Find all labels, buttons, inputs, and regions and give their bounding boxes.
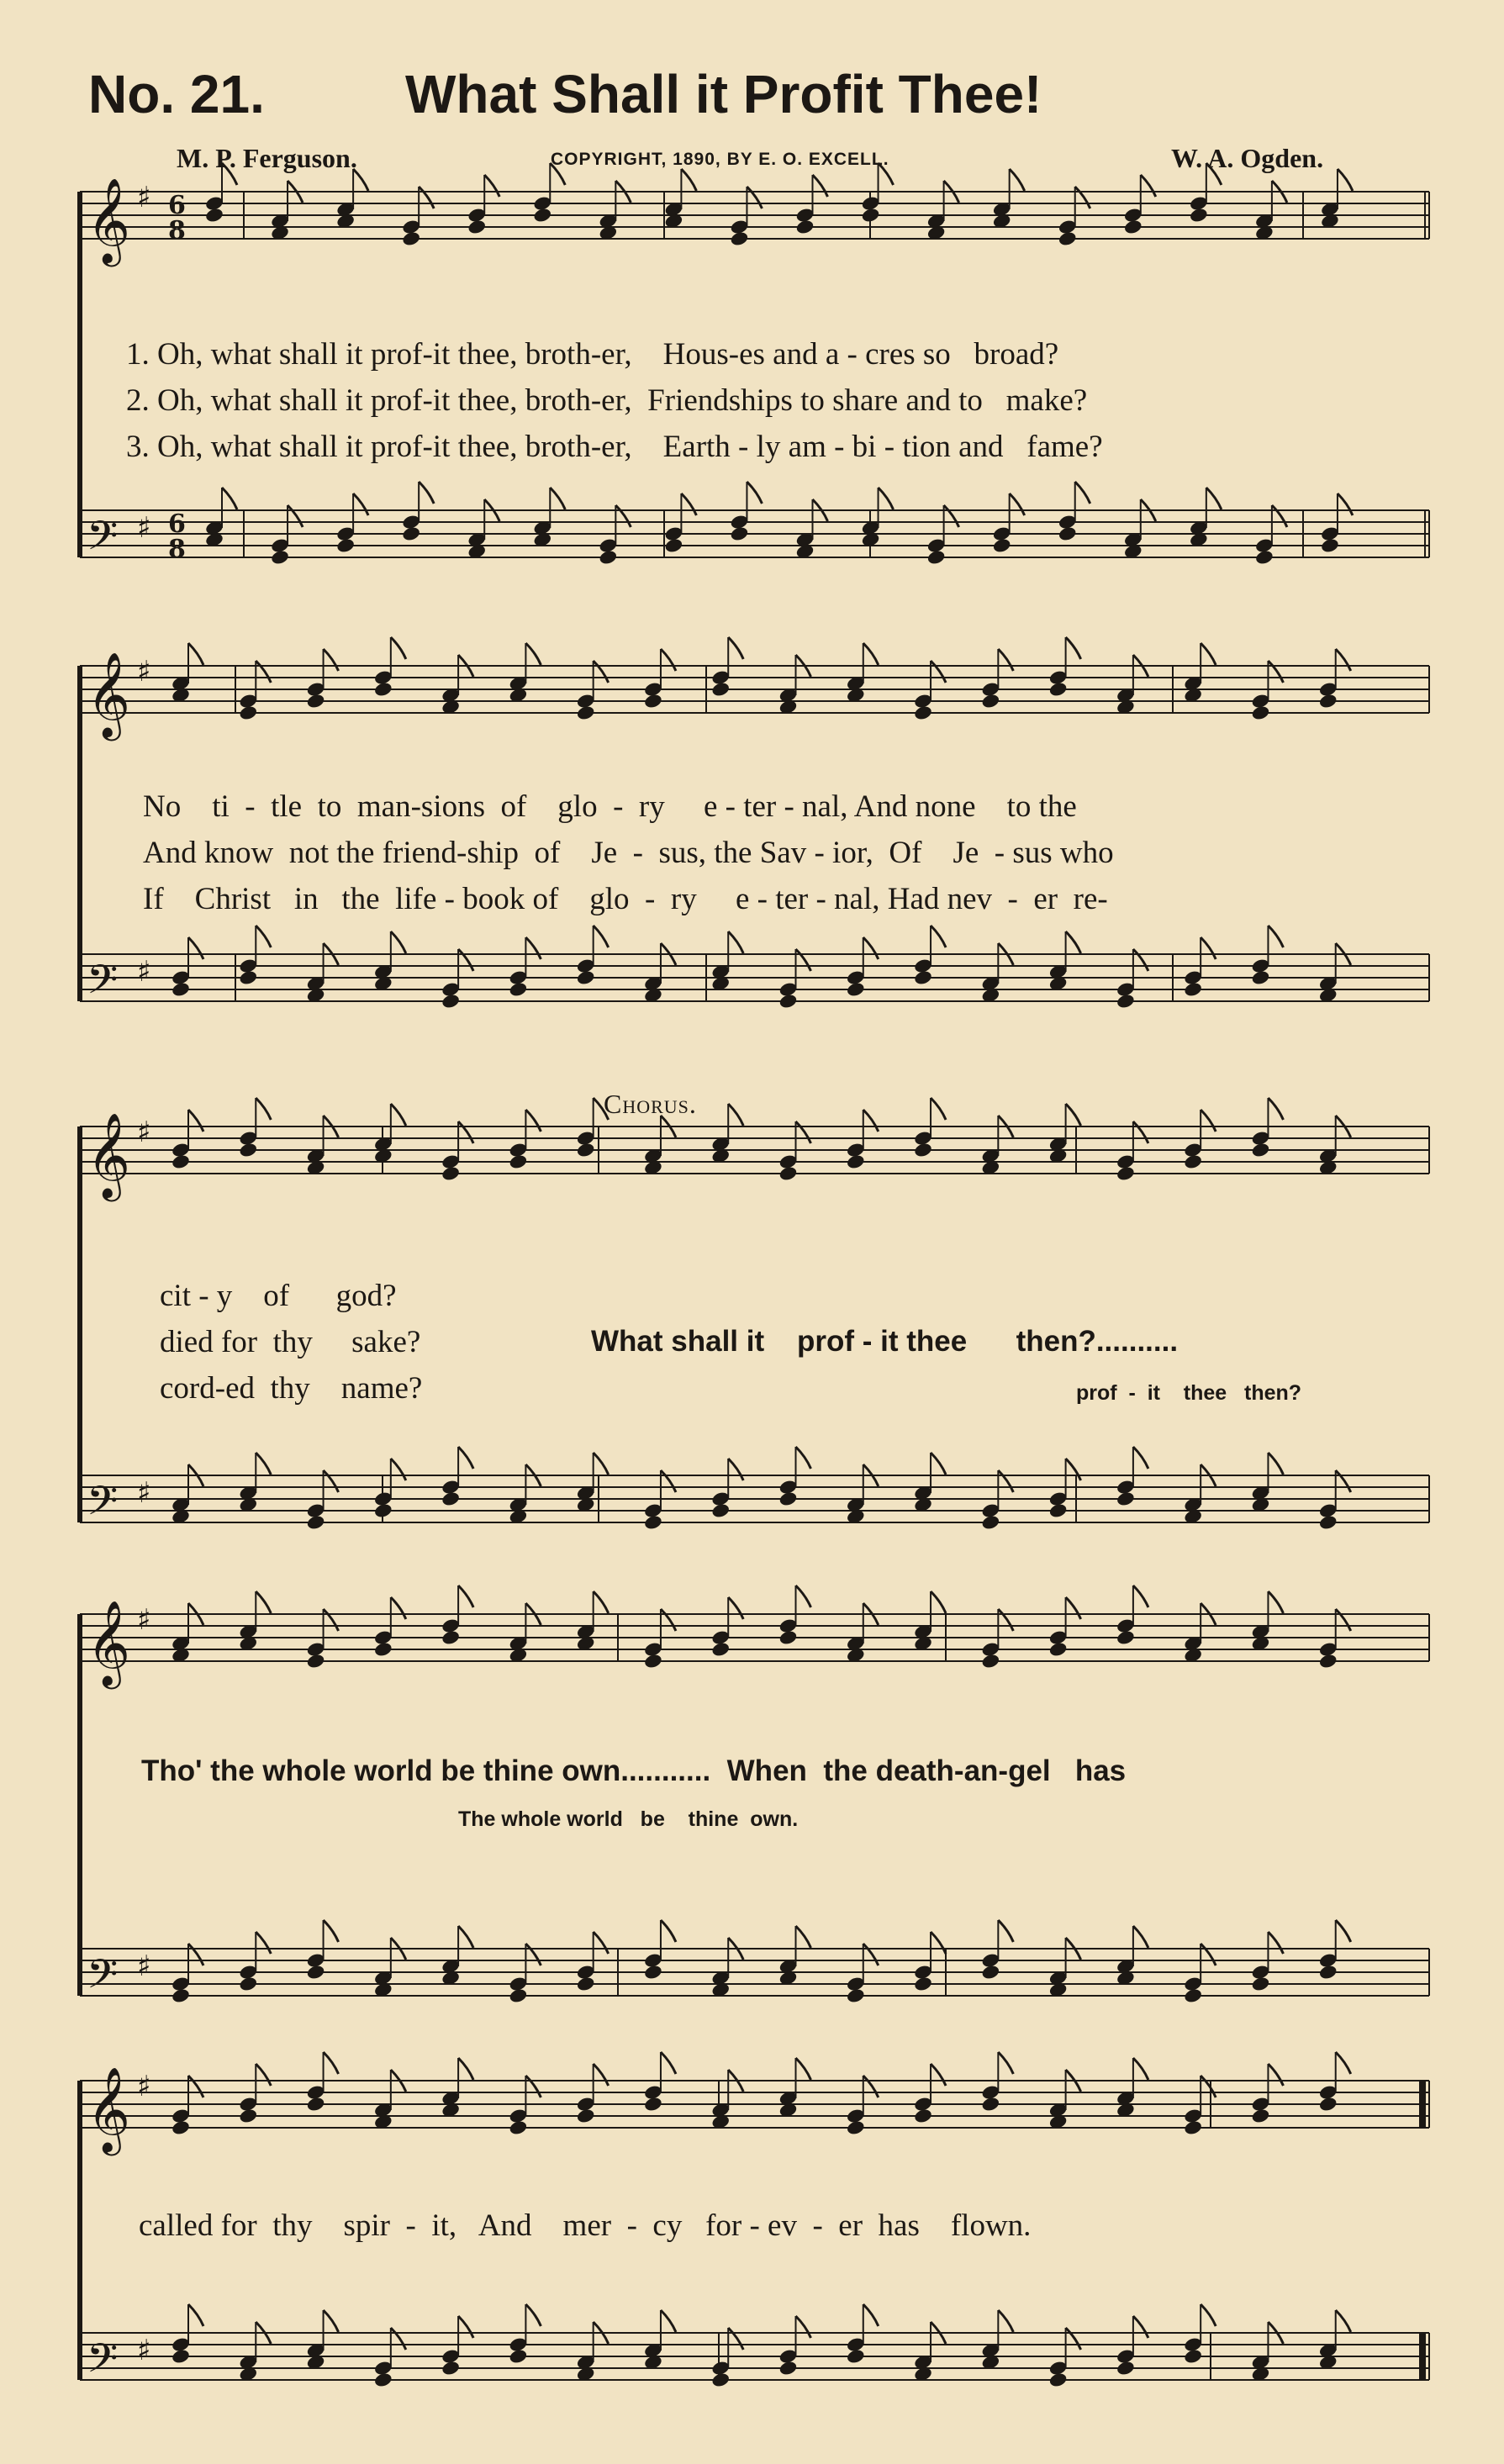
notehead: [1320, 537, 1340, 554]
notehead: [509, 2348, 529, 2365]
note-flag: [188, 937, 203, 959]
note-flag: [1075, 482, 1090, 504]
treble-clef-icon: 𝄞: [87, 2066, 131, 2152]
notehead: [1318, 1514, 1338, 1531]
notehead: [1116, 993, 1136, 1010]
notehead: [643, 1964, 663, 1981]
note-flag: [796, 2058, 811, 2080]
notehead: [1048, 1502, 1069, 1519]
notehead: [306, 2096, 326, 2113]
treble-clef-icon: 𝄞: [87, 651, 131, 737]
sharp-icon: ♯: [137, 1603, 151, 1637]
note-flag: [222, 163, 237, 185]
note-flag: [1201, 643, 1216, 665]
notehead: [1116, 2360, 1136, 2377]
note-flag: [1268, 661, 1283, 683]
note-flag: [256, 1591, 271, 1613]
note-flag: [1206, 488, 1222, 509]
notehead: [643, 1514, 663, 1531]
note-flag: [863, 643, 879, 665]
verse3-line3: cord-ed thy name?: [160, 1371, 423, 1406]
sharp-icon: ♯: [137, 2070, 151, 2103]
note-flag: [728, 637, 743, 659]
note-flag: [256, 926, 271, 947]
notehead: [238, 2108, 258, 2124]
sharp-icon: ♯: [137, 2334, 151, 2367]
note-flag: [1336, 1920, 1351, 1942]
time-signature: 6: [168, 191, 186, 220]
notehead: [532, 207, 552, 224]
sharp-icon: ♯: [137, 181, 151, 214]
note-flag: [458, 1121, 473, 1143]
note-flag: [1133, 1121, 1148, 1143]
notehead: [981, 1964, 1001, 1981]
note-flag: [931, 1591, 946, 1613]
notehead: [171, 2348, 191, 2365]
notehead: [401, 525, 421, 542]
notehead: [373, 1502, 393, 1519]
note-flag: [879, 488, 894, 509]
note-flag: [863, 2304, 879, 2326]
note-flag: [458, 2058, 473, 2080]
time-signature: 6: [168, 509, 186, 539]
note-flag: [1133, 1926, 1148, 1948]
note-flag: [931, 661, 946, 683]
note-flag: [419, 187, 434, 208]
notehead: [306, 1964, 326, 1981]
note-flag: [1201, 1944, 1216, 1965]
note-flag: [615, 505, 631, 527]
notehead: [913, 704, 933, 721]
notehead: [1058, 230, 1078, 247]
notehead: [1048, 1641, 1069, 1658]
note-flag: [1133, 2316, 1148, 2338]
note-flag: [728, 931, 743, 953]
verse2-line1: 2. Oh, what shall it prof-it thee, broth-er, Friendships to share and to make?: [126, 383, 1088, 418]
notehead: [441, 1491, 461, 1507]
note-flag: [998, 1470, 1013, 1492]
note-flag: [1201, 1110, 1216, 1132]
note-flag: [863, 2076, 879, 2097]
notehead: [509, 1153, 529, 1170]
note-flag: [998, 1609, 1013, 1631]
note-flag: [594, 1591, 609, 1613]
note-flag: [998, 1920, 1013, 1942]
note-flag: [1010, 493, 1025, 515]
note-flag: [594, 661, 609, 683]
verse1-line3: cit - y of god?: [160, 1279, 397, 1313]
chorus-line1: What shall it prof - it thee then?..........: [591, 1325, 1179, 1358]
chorus-line3: called for thy spir - it, And mer - cy for - ev - er has flown.: [139, 2208, 1032, 2243]
notehead: [171, 2119, 191, 2136]
note-flag: [1338, 169, 1353, 191]
note-flag: [1268, 1098, 1283, 1120]
note-flag: [661, 2310, 676, 2332]
notehead: [1183, 1987, 1203, 2004]
note-flag: [594, 926, 609, 947]
note-flag: [796, 949, 811, 971]
sharp-icon: ♯: [137, 955, 151, 989]
note-flag: [681, 493, 696, 515]
note-flag: [222, 488, 237, 509]
notehead: [509, 981, 529, 998]
notehead: [373, 1641, 393, 1658]
notehead: [467, 219, 487, 235]
note-flag: [1201, 2076, 1216, 2097]
note-flag: [324, 2310, 339, 2332]
notehead: [441, 1629, 461, 1646]
notehead: [981, 1514, 1001, 1531]
notehead: [710, 2372, 731, 2388]
note-flag: [661, 2052, 676, 2074]
notehead: [238, 1142, 258, 1158]
note-flag: [594, 1932, 609, 1954]
sharp-icon: ♯: [137, 655, 151, 689]
notehead: [373, 681, 393, 698]
notehead: [1254, 549, 1274, 566]
notehead: [643, 693, 663, 710]
note-flag: [256, 1932, 271, 1954]
notehead: [509, 2119, 529, 2136]
note-flag: [458, 1926, 473, 1948]
notehead: [730, 230, 750, 247]
note-flag: [1272, 505, 1287, 527]
bass-clef-icon: 𝄢: [87, 1477, 119, 1534]
notehead: [1251, 1142, 1271, 1158]
notehead: [710, 1641, 731, 1658]
notehead: [576, 2108, 596, 2124]
note-flag: [324, 2052, 339, 2074]
note-flag: [391, 637, 406, 659]
note-flag: [998, 649, 1013, 671]
note-flag: [256, 661, 271, 683]
notehead: [171, 1153, 191, 1170]
note-flag: [1336, 649, 1351, 671]
notehead: [576, 1142, 596, 1158]
notehead: [1116, 1491, 1136, 1507]
sharp-icon: ♯: [137, 1476, 151, 1510]
note-flag: [1010, 169, 1025, 191]
note-flag: [796, 2316, 811, 2338]
chorus-line2: Tho' the whole world be thine own........... When the death-an-gel has: [141, 1754, 1127, 1787]
lyricist-credit: M. P. Ferguson.: [177, 143, 357, 173]
bass-clef-icon: 𝄢: [87, 512, 119, 569]
notehead: [926, 549, 947, 566]
verse2-line3: died for thy sake?: [160, 1325, 421, 1359]
verse2-line2: And know not the friend-ship of Je - sus, the Sav - ior, Of Je - sus who: [143, 836, 1114, 870]
notehead: [846, 1153, 866, 1170]
notehead: [643, 1653, 663, 1670]
note-flag: [188, 643, 203, 665]
notehead: [643, 2096, 663, 2113]
note-flag: [661, 649, 676, 671]
note-flag: [1338, 493, 1353, 515]
note-flag: [419, 482, 434, 504]
note-flag: [1133, 2058, 1148, 2080]
note-flag: [391, 1104, 406, 1126]
notehead: [576, 969, 596, 986]
note-flag: [324, 1609, 339, 1631]
bass-clef-icon: 𝄢: [87, 1950, 119, 2008]
note-flag: [728, 1459, 743, 1480]
note-flag: [813, 175, 828, 197]
notehead: [846, 2348, 866, 2365]
note-flag: [391, 1459, 406, 1480]
notehead: [1183, 2119, 1203, 2136]
notehead: [171, 981, 191, 998]
note-flag: [324, 1920, 339, 1942]
notehead: [1183, 1153, 1203, 1170]
note-flag: [1133, 949, 1148, 971]
notehead: [913, 1976, 933, 1992]
notehead: [1251, 1976, 1271, 1992]
note-flag: [998, 2052, 1013, 2074]
copyright-notice: COPYRIGHT, 1890, BY E. O. EXCELL.: [551, 150, 889, 169]
notehead: [373, 2372, 393, 2388]
note-flag: [188, 1110, 203, 1132]
notehead: [306, 693, 326, 710]
note-flag: [863, 1110, 879, 1132]
note-flag: [391, 2328, 406, 2350]
notehead: [1116, 1165, 1136, 1182]
note-flag: [256, 2064, 271, 2086]
notehead: [778, 993, 799, 1010]
note-flag: [661, 1470, 676, 1492]
notehead: [913, 1142, 933, 1158]
notehead: [238, 969, 258, 986]
note-flag: [550, 163, 565, 185]
verse3-line2: If Christ in the life - book of glo - ry e - ter - nal, Had nev - er re-: [143, 882, 1108, 916]
note-flag: [931, 1932, 946, 1954]
notehead: [913, 2108, 933, 2124]
note-flag: [353, 493, 368, 515]
notehead: [846, 2119, 866, 2136]
chorus-label: Chorus.: [604, 1089, 697, 1119]
note-flag: [728, 1597, 743, 1619]
notehead: [1116, 1629, 1136, 1646]
note-flag: [1201, 937, 1216, 959]
note-flag: [1066, 2328, 1081, 2350]
notehead: [1183, 2348, 1203, 2365]
note-flag: [525, 937, 541, 959]
sharp-icon: ♯: [137, 1950, 151, 1983]
notehead: [913, 969, 933, 986]
chorus-line1-echo: prof - it thee then?: [1076, 1381, 1302, 1405]
note-flag: [879, 163, 894, 185]
note-flag: [324, 1470, 339, 1492]
notehead: [778, 1165, 799, 1182]
note-flag: [1066, 1597, 1081, 1619]
notehead: [599, 549, 619, 566]
note-flag: [728, 2328, 743, 2350]
notehead: [1251, 704, 1271, 721]
treble-clef-icon: 𝄞: [87, 1599, 131, 1686]
note-flag: [1133, 1447, 1148, 1469]
notehead: [778, 1629, 799, 1646]
notehead: [171, 1987, 191, 2004]
note-flag: [458, 1447, 473, 1469]
bass-clef-icon: 𝄢: [87, 956, 119, 1013]
note-flag: [931, 1098, 946, 1120]
note-flag: [525, 2304, 541, 2326]
notehead: [846, 981, 866, 998]
note-flag: [188, 2076, 203, 2097]
note-flag: [458, 2316, 473, 2338]
note-flag: [796, 1926, 811, 1948]
verse1-line1: 1. Oh, what shall it prof-it thee, broth-er, Hous-es and a - cres so broad?: [126, 337, 1059, 372]
notehead: [576, 704, 596, 721]
note-flag: [931, 2064, 946, 2086]
verse1-line2: No ti - tle to man-sions of glo - ry e - ter - nal, And none to the: [143, 789, 1077, 824]
note-flag: [288, 505, 303, 527]
notehead: [1318, 693, 1338, 710]
note-flag: [863, 1944, 879, 1965]
note-flag: [324, 649, 339, 671]
note-flag: [188, 2304, 203, 2326]
time-signature: 8: [168, 535, 186, 564]
note-flag: [1268, 1932, 1283, 1954]
notehead: [441, 1165, 461, 1182]
notehead: [238, 1976, 258, 1992]
note-flag: [550, 488, 565, 509]
notehead: [1048, 2372, 1069, 2388]
note-flag: [1268, 926, 1283, 947]
note-flag: [1066, 1459, 1081, 1480]
notehead: [1318, 2096, 1338, 2113]
note-flag: [1268, 1453, 1283, 1475]
note-flag: [594, 2064, 609, 2086]
notehead: [710, 681, 731, 698]
notehead: [1251, 2108, 1271, 2124]
note-flag: [1336, 2310, 1351, 2332]
bass-clef-icon: 𝄢: [87, 2335, 119, 2392]
notehead: [441, 2360, 461, 2377]
note-flag: [661, 1609, 676, 1631]
note-flag: [1141, 175, 1156, 197]
note-flag: [458, 1586, 473, 1607]
hymn-number: No. 21.: [88, 64, 265, 124]
notehead: [992, 537, 1012, 554]
note-flag: [998, 2310, 1013, 2332]
treble-clef-icon: 𝄞: [87, 1111, 131, 1198]
note-flag: [863, 937, 879, 959]
note-flag: [1075, 187, 1090, 208]
notehead: [1123, 219, 1143, 235]
note-flag: [256, 1098, 271, 1120]
note-flag: [681, 169, 696, 191]
notehead: [664, 537, 684, 554]
notehead: [401, 230, 421, 247]
note-flag: [728, 1104, 743, 1126]
notehead: [778, 1491, 799, 1507]
note-flag: [931, 1453, 946, 1475]
notehead: [778, 2360, 799, 2377]
note-flag: [1066, 931, 1081, 953]
sharp-icon: ♯: [137, 511, 151, 545]
note-flag: [1336, 1470, 1351, 1492]
treble-clef-icon: 𝄞: [87, 177, 131, 263]
note-flag: [661, 1920, 676, 1942]
note-flag: [1336, 2052, 1351, 2074]
note-flag: [353, 169, 368, 191]
notehead: [306, 1653, 326, 1670]
notehead: [1318, 1964, 1338, 1981]
notehead: [861, 207, 881, 224]
note-flag: [1201, 2304, 1216, 2326]
notehead: [981, 2096, 1001, 2113]
notehead: [1048, 681, 1069, 698]
note-flag: [594, 1453, 609, 1475]
notehead: [981, 693, 1001, 710]
notehead: [576, 1976, 596, 1992]
note-flag: [391, 1597, 406, 1619]
notehead: [981, 1653, 1001, 1670]
hymn-title: What Shall it Profit Thee!: [405, 64, 1042, 124]
note-flag: [458, 949, 473, 971]
notehead: [846, 1987, 866, 2004]
note-flag: [931, 926, 946, 947]
notehead: [509, 1987, 529, 2004]
note-flag: [747, 187, 762, 208]
note-flag: [1066, 637, 1081, 659]
notehead: [1251, 969, 1271, 986]
verse3-line1: 3. Oh, what shall it prof-it thee, broth-er, Earth - ly am - bi - tion and fame?: [126, 430, 1103, 464]
note-flag: [1268, 2064, 1283, 2086]
notehead: [204, 207, 224, 224]
note-flag: [525, 643, 541, 665]
notehead: [270, 549, 290, 566]
note-flag: [1133, 1586, 1148, 1607]
sharp-icon: ♯: [137, 1116, 151, 1149]
note-flag: [1268, 1591, 1283, 1613]
note-flag: [747, 482, 762, 504]
composer-credit: W. A. Ogden.: [1171, 143, 1324, 173]
note-flag: [1206, 163, 1222, 185]
note-flag: [944, 505, 959, 527]
notehead: [1183, 981, 1203, 998]
note-flag: [188, 1944, 203, 1965]
note-flag: [796, 1586, 811, 1607]
note-flag: [1336, 1609, 1351, 1631]
note-flag: [525, 2076, 541, 2097]
notehead: [306, 1514, 326, 1531]
notehead: [335, 537, 356, 554]
note-flag: [796, 1121, 811, 1143]
notehead: [238, 704, 258, 721]
note-flag: [256, 1453, 271, 1475]
note-flag: [525, 1944, 541, 1965]
time-signature: 8: [168, 216, 186, 245]
note-flag: [391, 931, 406, 953]
notehead: [1318, 1653, 1338, 1670]
note-flag: [1066, 1104, 1081, 1126]
notehead: [1058, 525, 1078, 542]
note-flag: [484, 175, 499, 197]
note-flag: [525, 1110, 541, 1132]
note-flag: [796, 1447, 811, 1469]
notehead: [441, 993, 461, 1010]
notehead: [730, 525, 750, 542]
notehead: [1189, 207, 1209, 224]
chorus-line2-echo: The whole world be thine own.: [458, 1807, 799, 1831]
notehead: [795, 219, 815, 235]
notehead: [710, 1502, 731, 1519]
